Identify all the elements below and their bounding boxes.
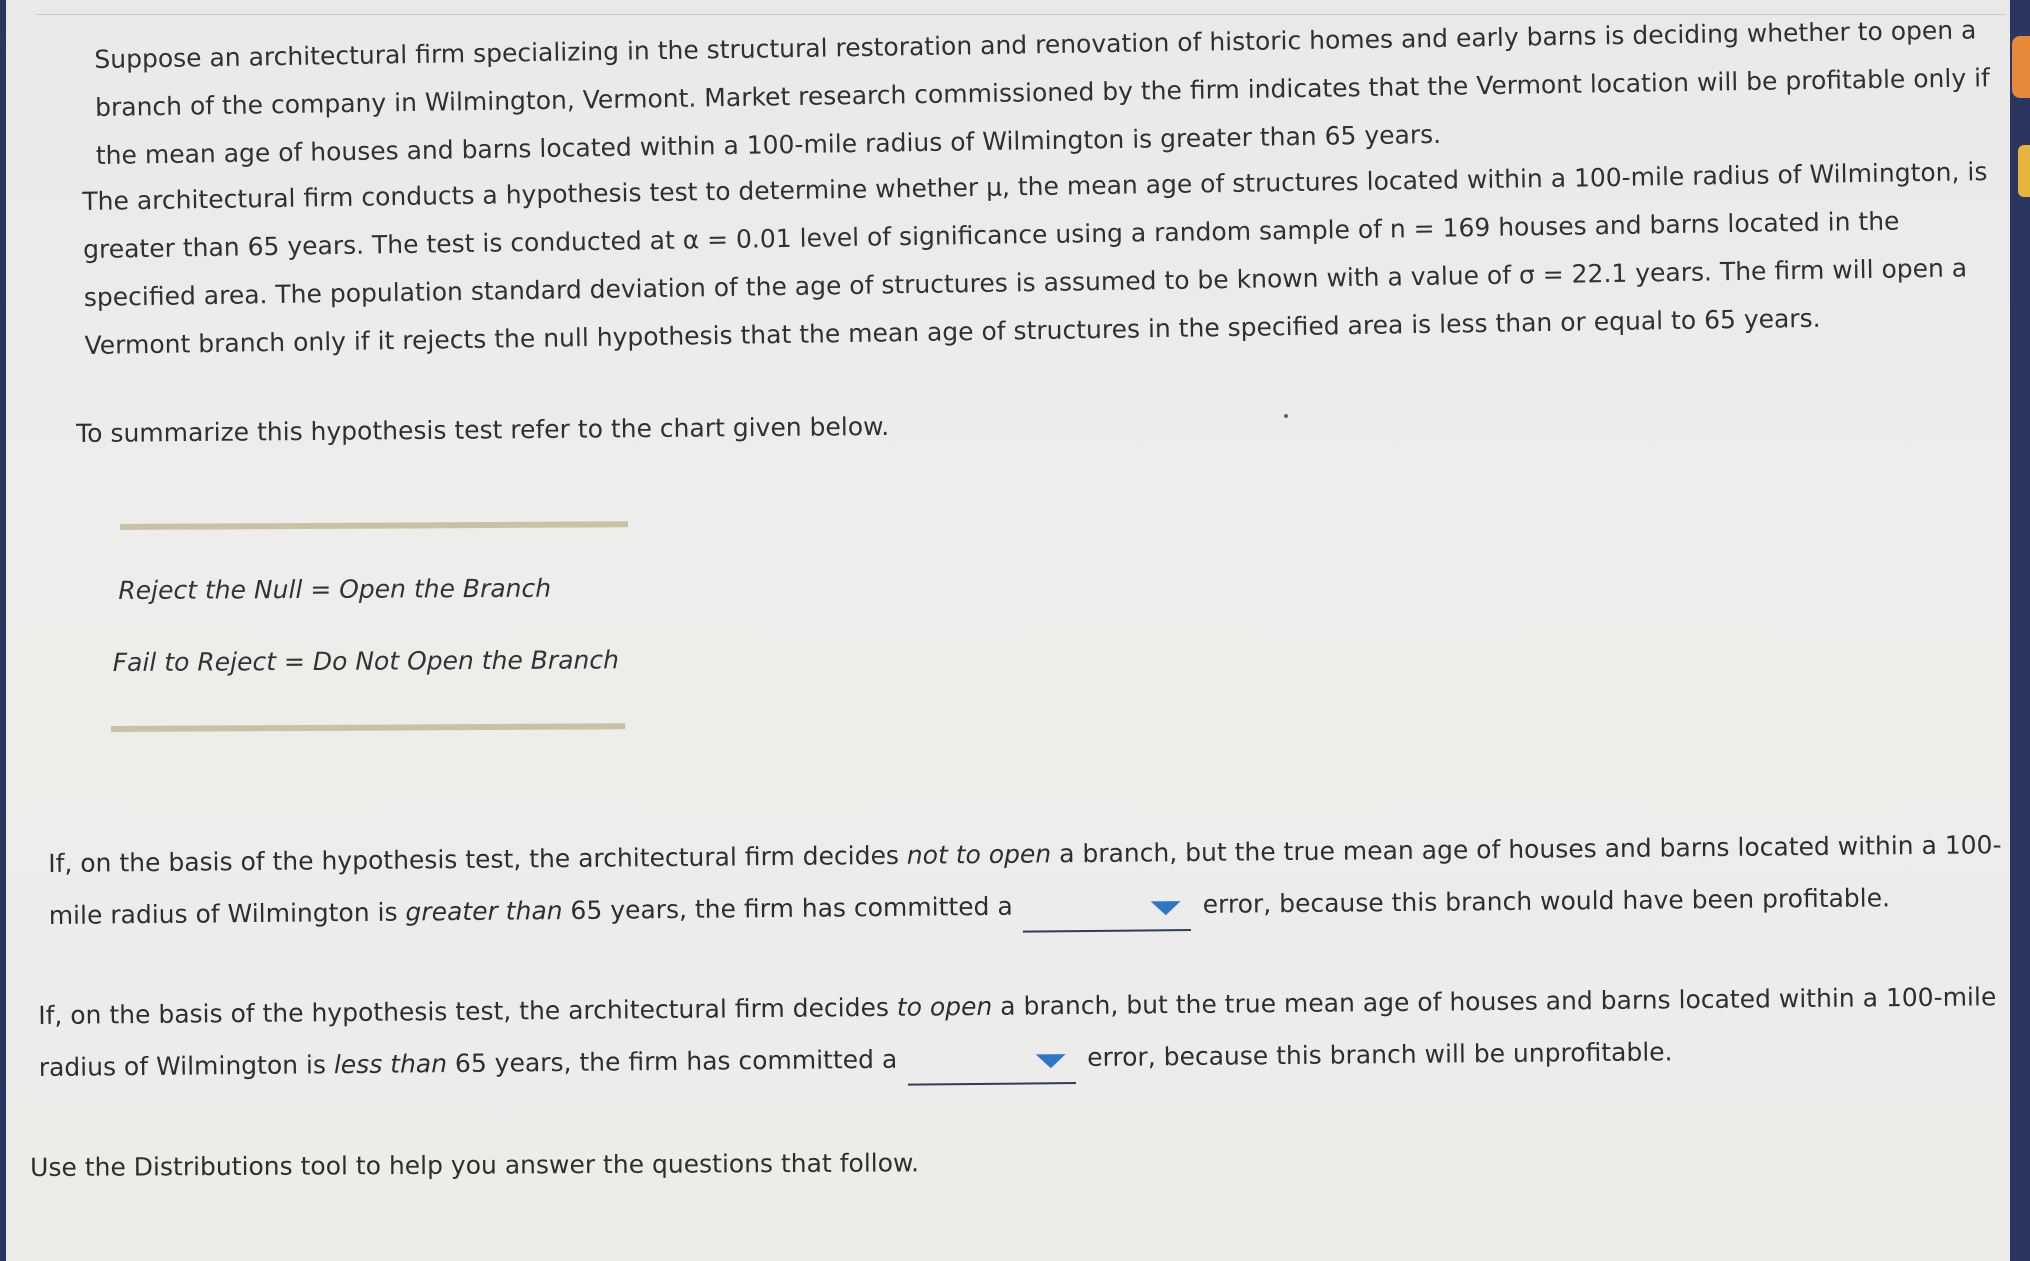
chevron-down-icon[interactable] xyxy=(1035,1054,1065,1068)
q2-error-type-dropdown[interactable] xyxy=(907,1046,1075,1086)
footer-instruction: Use the Distributions tool to help you answer the questions that follow. xyxy=(30,1148,920,1182)
q1-text-4: error, because this branch would have been profitable. xyxy=(1202,883,1891,919)
q1-text-3: 65 years, the firm has committed a xyxy=(562,891,1013,926)
q1-italic-1: not to open xyxy=(906,839,1052,870)
chart-bottom-rule xyxy=(111,723,625,732)
intro-paragraph-1: Suppose an architectural firm specializing in the structural restoration and renovation of historic homes and early barns is deciding whether to open a branch of the company in Wilmington, Vermont. Market research commissioned by the firm indicates that the Vermont location will be profitable only if the mean age of houses and barns located within a 100-mile radius of Wilmington is greater than 65 years. xyxy=(94,15,1991,170)
chart-row-fail-to-reject: Fail to Reject = Do Not Open the Branch xyxy=(112,645,619,677)
chart-row-reject: Reject the Null = Open the Branch xyxy=(118,573,552,605)
q2-text-3: 65 years, the firm has committed a xyxy=(446,1044,898,1079)
chart-top-rule xyxy=(120,521,628,530)
q2-text-1: If, on the basis of the hypothesis test, the architectural firm decides xyxy=(38,992,897,1030)
stray-dot xyxy=(1284,414,1288,418)
question-2 xyxy=(38,971,2029,1094)
q2-text-4: error, because this branch will be unprofitable. xyxy=(1087,1037,1673,1072)
side-tab-orange[interactable] xyxy=(2012,36,2030,98)
intro-paragraph-3: To summarize this hypothesis test refer to the chart given below. xyxy=(76,411,890,448)
q1-italic-2: greater than xyxy=(405,896,563,927)
q2-text-2: a branch, but the true mean age of houses and barns located within a 100-mile radius of Wilmington is xyxy=(38,982,1997,1082)
q1-error-type-dropdown[interactable] xyxy=(1023,893,1191,933)
question-1 xyxy=(48,819,2030,942)
q2-italic-2: less than xyxy=(333,1049,448,1080)
q1-text-2: a branch, but the true mean age of houses and barns located within a 100-mile radius of Wilmington is xyxy=(48,830,2002,930)
side-tab-yellow[interactable] xyxy=(2018,145,2030,197)
summary-chart xyxy=(110,517,631,740)
intro-paragraph-2: The architectural firm conducts a hypothesis test to determine whether μ, the mean age of structures located within a 100-mile radius of Wilmington, is greater than 65 years. The test is conducted at α = 0.01 level of significance using a random sample of n = 169 houses and barns located in the specified area. The population standard deviation of the age of structures is assumed to be known with a value of σ = 22.1 years. The firm will open a Vermont branch only if it rejects the null hypothesis that the mean age of structures in the specified area is less than or equal to 65 years. xyxy=(82,157,1988,360)
q2-italic-1: to open xyxy=(896,991,993,1022)
chevron-down-icon[interactable] xyxy=(1151,901,1181,915)
q1-text-1: If, on the basis of the hypothesis test, the architectural firm decides xyxy=(48,840,907,878)
